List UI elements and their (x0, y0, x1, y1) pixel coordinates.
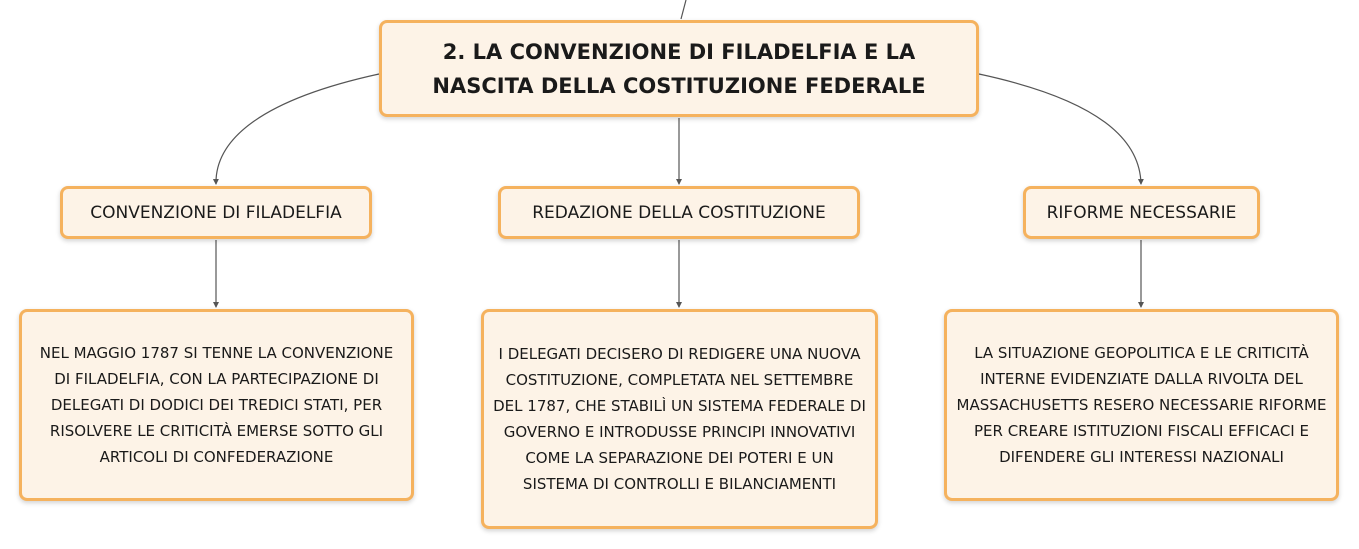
connector-parent (681, 0, 686, 19)
detail-text: I DELEGATI DECISERO DI REDIGERE UNA NUOVA COSTITUZIONE, COMPLETATA NEL SETTEMBRE DEL 1787, CHE STABILÌ UN SISTEMA FEDERALE DI GOVERNO E INTRODUSSE PRINCIPI INNOVATIVI COME LA SEPARAZIONE DEI POTERI E UN SISTEMA DI CONTROLLI E BILANCIAMENTI (493, 345, 866, 493)
detail-text: LA SITUAZIONE GEOPOLITICA E LE CRITICITÀ INTERNE EVIDENZIATE DALLA RIVOLTA DEL MASSACHUSETTS RESERO NECESSARIE RIFORME PER CREARE ISTITUZIONI FISCALI EFFICACI E DIFENDERE GLI INTERESSI NAZIONALI (956, 344, 1327, 466)
detail-node-convenzione[interactable] (19, 309, 414, 501)
main-topic-node[interactable] (379, 20, 979, 117)
connector-main-branch3 (979, 74, 1141, 184)
main-topic-text: 2. LA CONVENZIONE DI FILADELFIA E LA NASCITA DELLA COSTITUZIONE FEDERALE (432, 39, 926, 98)
branch-title: CONVENZIONE DI FILADELFIA (90, 202, 342, 223)
branch-title: RIFORME NECESSARIE (1046, 202, 1237, 223)
branch-node-convenzione[interactable] (60, 186, 372, 239)
branch-node-redazione[interactable] (498, 186, 860, 239)
branch-title: REDAZIONE DELLA COSTITUZIONE (532, 202, 826, 223)
detail-node-riforme[interactable] (944, 309, 1339, 501)
detail-text: NEL MAGGIO 1787 SI TENNE LA CONVENZIONE DI FILADELFIA, CON LA PARTECIPAZIONE DI DELEGATI DI DODICI DEI TREDICI STATI, PER RISOLVERE LE CRITICITÀ EMERSE SOTTO GLI ARTICOLI DI CONFEDERAZIONE (39, 344, 394, 466)
branch-node-riforme[interactable] (1023, 186, 1260, 239)
connector-main-branch1 (216, 74, 379, 184)
detail-node-redazione[interactable] (481, 309, 878, 529)
